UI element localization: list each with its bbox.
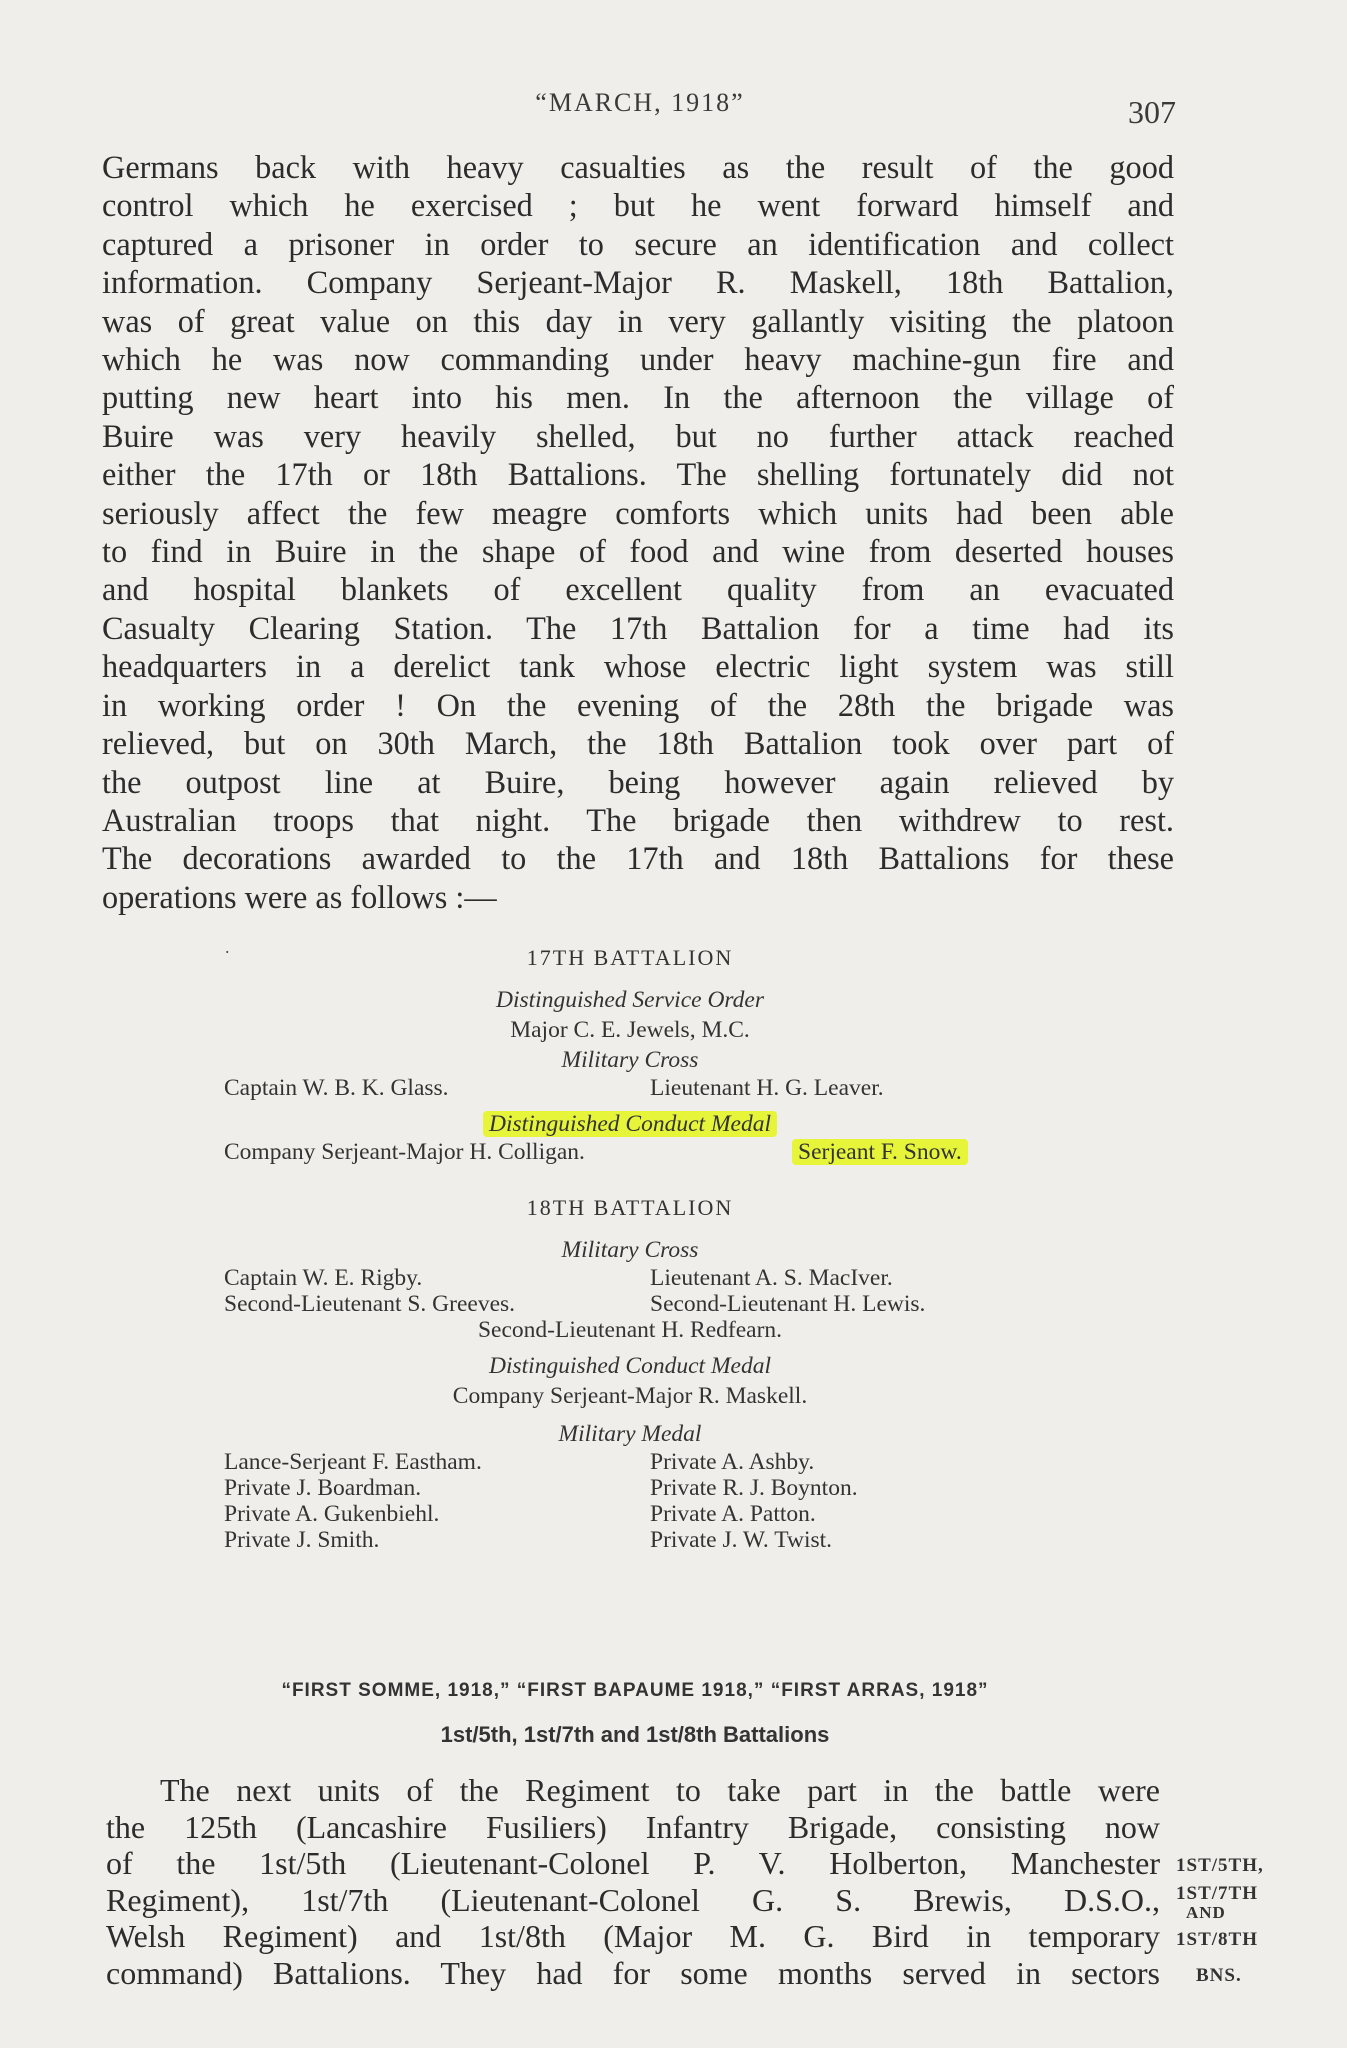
text-line: and hospital blankets of excellent quality from an evacuated [102, 571, 1174, 608]
margin-note-line: 1ST/5TH, [1176, 1855, 1264, 1876]
recipient-row [220, 1139, 1040, 1165]
recipient: Private J. W. Twist. [650, 1527, 833, 1553]
text-line: putting new heart into his men. In the afternoon the village of [102, 379, 1174, 416]
margin-note-line: BNS. [1196, 1965, 1242, 1986]
text-line: relieved, but on 30th March, the 18th Battalion took over part of [102, 725, 1174, 762]
recipient: Second-Lieutenant H. Lewis. [650, 1291, 926, 1317]
recipient: Private A. Gukenbiehl. [224, 1501, 440, 1527]
text-line: Regiment), 1st/7th (Lieutenant-Colonel G. S. Brewis, D.S.O., [106, 1881, 1160, 1918]
recipient: Lance-Serjeant F. Eastham. [224, 1449, 482, 1475]
stray-dot: . [225, 937, 230, 957]
margin-note-line: 1ST/8TH [1176, 1929, 1258, 1950]
recipient: Private A. Patton. [650, 1501, 816, 1527]
text-line: the 125th (Lancashire Fusiliers) Infantry Brigade, consisting now [106, 1808, 1160, 1845]
text-line: operations were as follows :— [102, 878, 497, 915]
award-title-dcm [220, 1109, 1040, 1139]
text-line: was of great value on this day in very gallantly visiting the platoon [102, 302, 1174, 339]
section-title: “FIRST SOMME, 1918,” “FIRST BAPAUME 1918,” “FIRST ARRAS, 1918” [281, 1680, 989, 1701]
body-paragraph [102, 148, 1174, 916]
recipient: Second-Lieutenant S. Greeves. [224, 1291, 516, 1317]
margin-note-line: AND [1186, 1903, 1226, 1922]
recipient-row [220, 1449, 1040, 1475]
text-line: Welsh Regiment) and 1st/8th (Major M. G. Bird in temporary [106, 1918, 1160, 1954]
text-line: in working order ! On the evening of the 28th the brigade was [102, 686, 1174, 723]
recipient: Captain W. E. Rigby. [224, 1265, 423, 1291]
text-line: Germans back with heavy casualties as the result of the good [102, 149, 1174, 185]
recipient-row [220, 1501, 1040, 1527]
recipient: Second-Lieutenant H. Redfearn. [477, 1317, 783, 1343]
recipient: Lieutenant A. S. MacIver. [650, 1265, 893, 1291]
recipient: Major C. E. Jewels, M.C. [510, 1017, 750, 1043]
text-line: The decorations awarded to the 17th and 18th Battalions for these [102, 840, 1174, 877]
text-line: to find in Buire in the shape of food and wine from deserted houses [102, 533, 1174, 570]
highlighted-award-title: Distinguished Conduct Medal [483, 1111, 777, 1137]
honours-list [220, 937, 1040, 1553]
text-line: captured a prisoner in order to secure an identification and collect [102, 225, 1174, 262]
award-title-mm: Military Medal [558, 1421, 702, 1447]
text-line: headquarters in a derelict tank whose electric light system was still [102, 648, 1174, 685]
recipient-row [220, 1475, 1040, 1501]
highlighted-recipient [792, 1139, 968, 1165]
recipient: Private A. Ashby. [650, 1449, 815, 1475]
battalion-heading-18th: 18TH BATTALION [526, 1195, 734, 1220]
award-title-dcm: Distinguished Conduct Medal [489, 1353, 771, 1379]
body-paragraph-2 [106, 1772, 1160, 1991]
margin-note-line: 1ST/7TH [1176, 1883, 1258, 1904]
battalion-heading-17th: 17TH BATTALION [526, 945, 734, 970]
section-subtitle: 1st/5th, 1st/7th and 1st/8th Battalions [440, 1722, 830, 1747]
text-line: information. Company Serjeant-Major R. Maskell, 18th Battalion, [102, 264, 1174, 301]
highlight-mark: Serjeant F. Snow. [792, 1139, 968, 1165]
recipient: Lieutenant H. G. Leaver. [650, 1075, 884, 1101]
text-line: of the 1st/5th (Lieutenant-Colonel P. V. Holberton, Manchester [106, 1845, 1160, 1881]
text-line: The next units of the Regiment to take part in the battle were [160, 1772, 1160, 1808]
award-title-mc: Military Cross [561, 1237, 699, 1263]
award-title-dso: Distinguished Service Order [495, 987, 765, 1013]
text-line: Casualty Clearing Station. The 17th Battalion for a time had its [102, 609, 1174, 646]
text-line: Australian troops that night. The brigade then withdrew to rest. [102, 801, 1174, 838]
page-header [0, 88, 1347, 128]
text-line: the outpost line at Buire, being however again relieved by [102, 763, 1174, 800]
recipient-row [220, 1075, 1040, 1101]
page-number: 307 [1128, 94, 1176, 130]
recipient: Captain W. B. K. Glass. [224, 1075, 449, 1101]
recipient-row [220, 1291, 1040, 1317]
running-head: “MARCH, 1918” [535, 88, 745, 117]
text-line: which he was now commanding under heavy machine-gun fire and [102, 341, 1174, 378]
text-line: Buire was very heavily shelled, but no further attack reached [102, 417, 1174, 454]
text-line: command) Battalions. They had for some months served in sectors [106, 1954, 1160, 1991]
text-line: control which he exercised ; but he went forward himself and [102, 187, 1174, 224]
recipient: Private J. Smith. [224, 1527, 380, 1553]
recipient: Private R. J. Boynton. [650, 1475, 858, 1501]
recipient: Company Serjeant-Major H. Colligan. [224, 1139, 585, 1165]
recipient: Private J. Boardman. [224, 1475, 422, 1501]
text-line: seriously affect the few meagre comforts which units had been able [102, 494, 1174, 531]
recipient-row [220, 1527, 1040, 1553]
award-title-mc: Military Cross [561, 1047, 699, 1073]
recipient: Company Serjeant-Major R. Maskell. [452, 1383, 808, 1409]
recipient-row [220, 1265, 1040, 1291]
margin-note [1176, 1848, 1276, 1994]
text-line: either the 17th or 18th Battalions. The shelling fortunately did not [102, 456, 1174, 493]
